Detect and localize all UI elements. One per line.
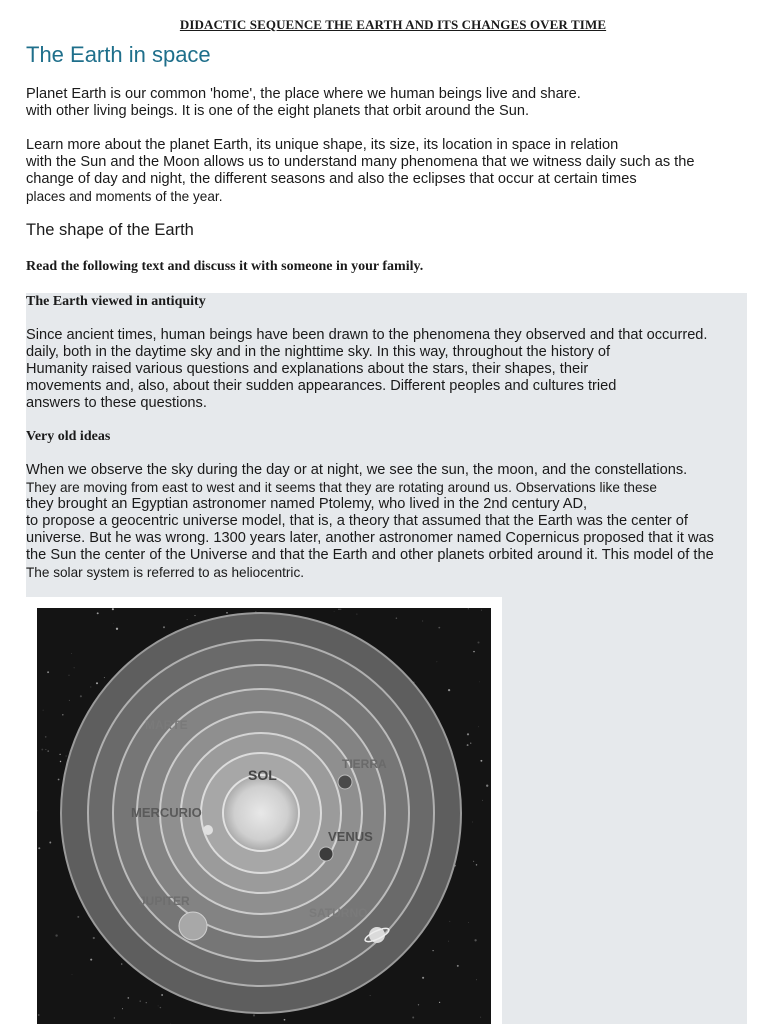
star bbox=[74, 667, 75, 668]
label-mercurio: MERCURIO bbox=[131, 805, 202, 820]
old-ideas-heading: Very old ideas bbox=[26, 429, 111, 444]
star bbox=[72, 974, 73, 975]
star bbox=[478, 726, 479, 727]
star bbox=[480, 1017, 481, 1018]
star bbox=[340, 609, 341, 610]
star bbox=[457, 965, 459, 967]
star bbox=[226, 612, 228, 614]
star bbox=[114, 1017, 115, 1018]
reading-box-extension bbox=[502, 597, 747, 1024]
star bbox=[432, 950, 433, 951]
star bbox=[476, 979, 477, 980]
star bbox=[90, 959, 92, 961]
star bbox=[62, 714, 64, 716]
document-header: DIDACTIC SEQUENCE THE EARTH AND ITS CHANGES OVER TIME bbox=[179, 17, 607, 32]
star bbox=[468, 922, 469, 923]
star bbox=[41, 749, 43, 751]
star bbox=[338, 609, 339, 610]
star bbox=[284, 1019, 286, 1021]
star bbox=[66, 755, 67, 756]
antiquity-paragraph bbox=[26, 327, 746, 412]
star bbox=[481, 610, 482, 611]
antiquity-line: daily, both in the daytime sky and in the nighttime sky. In this way, throughout the history of bbox=[26, 344, 611, 360]
instruction-text: Read the following text and discuss it with someone in your family. bbox=[26, 259, 424, 274]
star bbox=[96, 682, 98, 684]
star bbox=[112, 608, 114, 610]
old-ideas-line: to propose a geocentric universe model, that is, a theory that assumed that the Earth was the center of bbox=[26, 513, 688, 529]
star bbox=[140, 1000, 141, 1001]
label-tierra: TIERRA bbox=[342, 757, 387, 771]
star bbox=[47, 750, 49, 752]
star bbox=[468, 608, 469, 609]
star bbox=[69, 700, 70, 701]
star bbox=[43, 710, 44, 711]
star bbox=[486, 785, 488, 787]
star bbox=[38, 847, 40, 849]
star bbox=[473, 861, 474, 862]
star bbox=[38, 1014, 40, 1016]
star bbox=[356, 614, 357, 615]
star bbox=[58, 779, 60, 781]
star bbox=[334, 611, 335, 612]
star bbox=[422, 621, 423, 622]
star bbox=[55, 934, 57, 936]
old-ideas-line: the Sun the center of the Universe and that the Earth and other planets orbited around it. This model of the bbox=[26, 547, 714, 563]
star bbox=[146, 1002, 147, 1003]
star bbox=[438, 627, 440, 629]
star bbox=[163, 626, 165, 628]
star bbox=[418, 1004, 419, 1005]
section-heading-shape: The shape of the Earth bbox=[26, 221, 194, 239]
star bbox=[47, 671, 49, 673]
star bbox=[480, 760, 482, 762]
star bbox=[104, 677, 105, 678]
earth-planet bbox=[338, 775, 352, 789]
star bbox=[370, 995, 371, 996]
star bbox=[158, 1006, 159, 1007]
label-marte: MARTE bbox=[145, 718, 188, 732]
intro-line: Planet Earth is our common 'home', the place where we human beings live and share. bbox=[26, 86, 581, 102]
star bbox=[49, 842, 51, 844]
geocentric-model-drawing bbox=[37, 608, 491, 1024]
star bbox=[122, 1008, 123, 1009]
learn-paragraph bbox=[26, 137, 746, 205]
antiquity-line: Since ancient times, human beings have been drawn to the phenomena they observed and that occurred. bbox=[26, 327, 708, 343]
star bbox=[477, 641, 479, 643]
mercury-planet bbox=[203, 825, 213, 835]
venus-planet bbox=[319, 847, 333, 861]
antiquity-line: movements and, also, about their sudden appearances. Different peoples and cultures tried bbox=[26, 378, 617, 394]
old-ideas-line: They are moving from east to west and it seems that they are rotating around us. Observations like these bbox=[26, 480, 657, 495]
star bbox=[479, 681, 480, 682]
star bbox=[448, 689, 450, 691]
star bbox=[474, 939, 476, 941]
star bbox=[116, 628, 118, 630]
sun-sphere bbox=[223, 775, 299, 851]
star bbox=[412, 1017, 414, 1019]
star bbox=[71, 653, 72, 654]
star bbox=[473, 651, 474, 652]
star bbox=[160, 1007, 161, 1008]
star bbox=[422, 977, 424, 979]
star bbox=[467, 733, 469, 735]
star bbox=[161, 994, 163, 996]
antiquity-line: Humanity raised various questions and explanations about the stars, their shapes, their bbox=[26, 361, 589, 377]
star bbox=[448, 941, 449, 942]
page-title: The Earth in space bbox=[26, 42, 211, 67]
label-jupiter: JUPITER bbox=[139, 894, 190, 908]
star bbox=[127, 997, 129, 999]
learn-line: change of day and night, the different seasons and also the eclipses that occur at certain times bbox=[26, 171, 637, 187]
star bbox=[449, 921, 450, 922]
star bbox=[194, 615, 195, 616]
star bbox=[60, 761, 61, 762]
old-ideas-line: they brought an Egyptian astronomer named Ptolemy, who lived in the 2nd century AD, bbox=[26, 496, 588, 512]
label-sol: SOL bbox=[248, 767, 277, 783]
star bbox=[470, 743, 471, 744]
geocentric-model-image bbox=[37, 608, 491, 1024]
star bbox=[482, 800, 483, 801]
label-venus: VENUS bbox=[328, 829, 373, 844]
star bbox=[113, 623, 114, 624]
star bbox=[396, 617, 397, 618]
star bbox=[467, 744, 469, 746]
star bbox=[97, 612, 99, 614]
star bbox=[437, 661, 438, 662]
star bbox=[59, 754, 60, 755]
label-saturno: SATURNO bbox=[309, 906, 368, 920]
old-ideas-line: The solar system is referred to as heliocentric. bbox=[26, 565, 305, 580]
star bbox=[476, 864, 477, 865]
star bbox=[45, 749, 46, 750]
star bbox=[90, 686, 91, 687]
antiquity-heading: The Earth viewed in antiquity bbox=[26, 294, 206, 309]
star bbox=[93, 937, 95, 939]
star bbox=[69, 675, 70, 676]
star bbox=[45, 736, 47, 738]
old-ideas-line: When we observe the sky during the day or at night, we see the sun, the moon, and the constellations. bbox=[26, 462, 688, 478]
old-ideas-line: universe. But he was wrong. 1300 years later, another astronomer named Copernicus proposed that it was bbox=[26, 530, 714, 546]
star bbox=[80, 695, 82, 697]
jupiter-planet bbox=[179, 912, 207, 940]
antiquity-line: answers to these questions. bbox=[26, 395, 207, 411]
intro-paragraph bbox=[26, 86, 746, 120]
star bbox=[253, 1014, 255, 1016]
learn-line: with the Sun and the Moon allows us to understand many phenomena that we witness daily such as the bbox=[26, 154, 695, 170]
star bbox=[472, 822, 473, 823]
star bbox=[77, 916, 79, 918]
intro-line: with other living beings. It is one of the eight planets that orbit around the Sun. bbox=[26, 103, 529, 119]
star bbox=[187, 619, 188, 620]
learn-line: places and moments of the year. bbox=[26, 189, 223, 204]
learn-line: Learn more about the planet Earth, its unique shape, its size, its location in space in relation bbox=[26, 137, 619, 153]
old-ideas-paragraph bbox=[26, 462, 746, 581]
star bbox=[439, 1002, 440, 1003]
star bbox=[121, 963, 123, 965]
